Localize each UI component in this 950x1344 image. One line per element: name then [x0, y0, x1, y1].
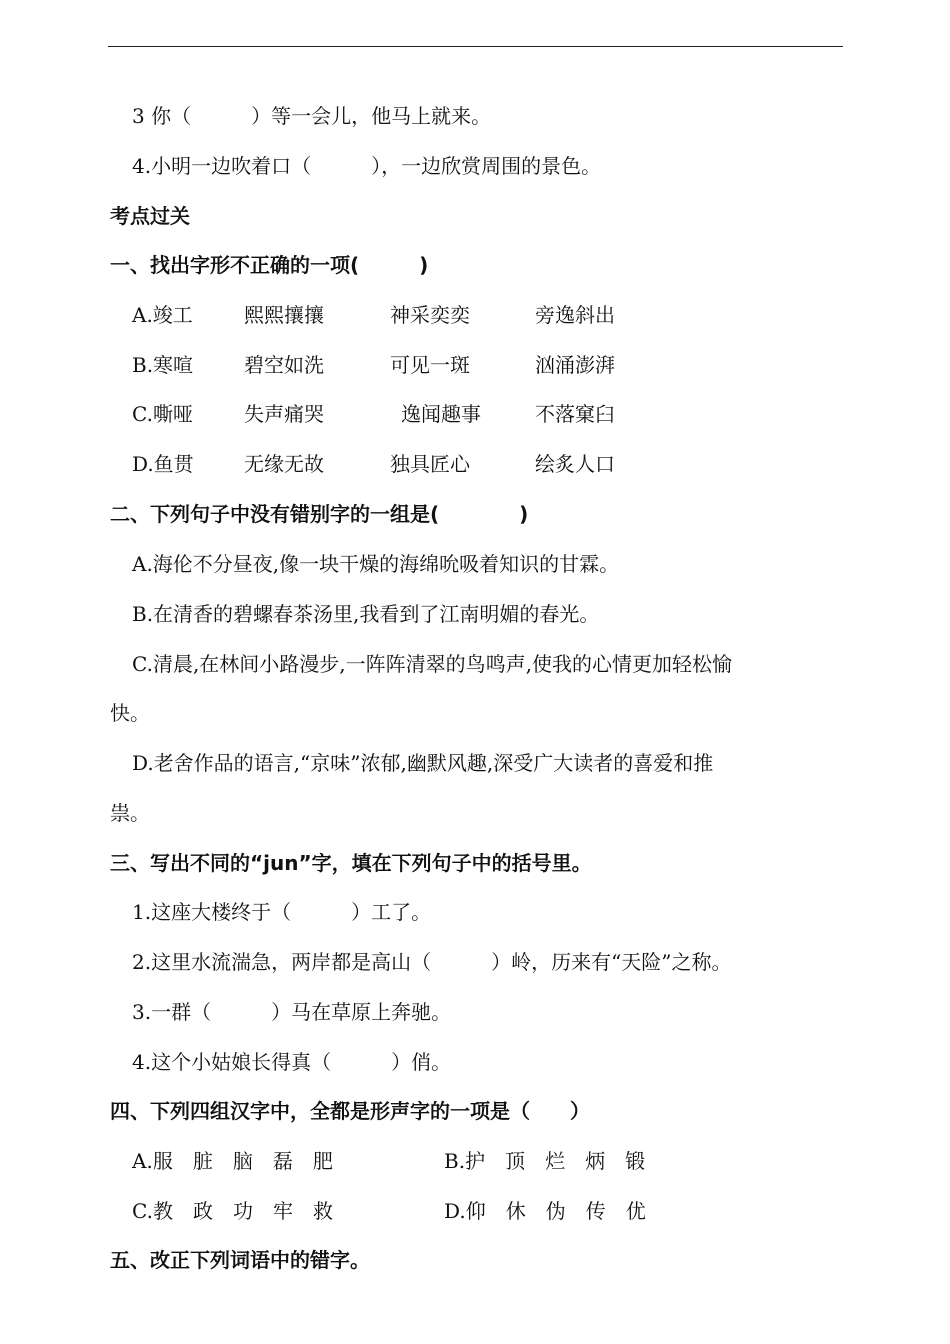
q3-title: 三、写出不同的“jun”字，填在下列句子中的括号里。 — [110, 851, 592, 875]
q4-char: 磊 — [272, 1149, 293, 1173]
q4-option-d — [444, 1197, 646, 1225]
q1-row-b-label: B.寒喧 — [132, 353, 194, 377]
q3-item-3: 3.一群（ ）马在草原上奔驰。 — [132, 1000, 452, 1024]
q1-row-d-c4: 绘炙人口 — [535, 452, 615, 476]
q1-row-c-c4: 不落窠臼 — [535, 402, 615, 426]
q4-char: 炳 — [585, 1149, 606, 1173]
q1-row-b-c3: 可见一斑 — [390, 353, 470, 377]
q4-char: 脏 — [192, 1149, 213, 1173]
q1-row-c-label: C.嘶哑 — [132, 402, 193, 426]
q1-row-a-c4: 旁逸斜出 — [535, 303, 615, 327]
intro-item-4: 4.小明一边吹着口（ ），一边欣赏周围的景色。 — [132, 154, 602, 178]
q5-title: 五、改正下列词语中的错字。 — [110, 1248, 370, 1272]
q4-char: 脑 — [232, 1149, 253, 1173]
q4-char: 服 — [152, 1149, 173, 1173]
q2-option-a: A.海伦不分昼夜,像一块干燥的海绵吮吸着知识的甘霖。 — [132, 552, 620, 576]
q4-option-b-label: B. — [444, 1149, 466, 1173]
q4-char: 锻 — [625, 1149, 646, 1173]
intro-item-3: 3 你（ ）等一会儿，他马上就来。 — [132, 104, 492, 128]
q3-item-1: 1.这座大楼终于（ ）工了。 — [132, 900, 432, 924]
q4-char: 救 — [312, 1199, 333, 1223]
q2-title: 二、下列句子中没有错别字的一组是( ) — [110, 502, 529, 526]
q2-option-d: D.老舍作品的语言,“京味”浓郁,幽默风趣,深受广大读者的喜爱和推 — [132, 751, 714, 775]
q4-char: 护 — [465, 1149, 486, 1173]
q1-row-d-c2: 无缘无故 — [244, 452, 324, 476]
q4-char: 功 — [232, 1199, 253, 1223]
q1-row-c-c3: 逸闻趣事 — [401, 402, 481, 426]
q4-char: 肥 — [312, 1149, 333, 1173]
q1-row-a-c2: 熙熙攘攘 — [244, 303, 324, 327]
q2-option-d-cont: 祟。 — [110, 801, 150, 825]
q4-option-b — [444, 1147, 645, 1175]
q2-option-b: B.在清香的碧螺春茶汤里,我看到了江南明媚的春光。 — [132, 602, 600, 626]
q1-row-d-c3: 独具匠心 — [390, 452, 470, 476]
q1-title: 一、找出字形不正确的一项( ) — [110, 253, 429, 277]
q4-char: 优 — [625, 1199, 646, 1223]
q4-char: 传 — [585, 1199, 606, 1223]
q4-char: 仰 — [465, 1199, 486, 1223]
q4-option-c-label: C. — [132, 1199, 153, 1223]
q1-row-c-c2: 失声痛哭 — [244, 402, 324, 426]
section-title: 考点过关 — [110, 204, 190, 228]
q1-row-b-c4: 汹涌澎湃 — [535, 353, 615, 377]
q1-row-d-label: D.鱼贯 — [132, 452, 194, 476]
q4-char: 烂 — [545, 1149, 566, 1173]
q4-char: 顶 — [505, 1149, 526, 1173]
q4-option-a — [132, 1147, 333, 1175]
q4-title: 四、下列四组汉字中，全都是形声字的一项是（ ） — [110, 1099, 590, 1123]
q2-option-c-cont: 快。 — [110, 701, 150, 725]
q4-option-a-label: A. — [132, 1149, 153, 1173]
q1-row-a-c3: 神采奕奕 — [390, 303, 470, 327]
q3-item-2: 2.这里水流湍急，两岸都是高山（ ）岭，历来有“天险”之称。 — [132, 950, 732, 974]
q4-option-c — [132, 1197, 333, 1225]
q4-char: 休 — [505, 1199, 526, 1223]
header-rule — [108, 46, 843, 47]
q4-char: 伪 — [545, 1199, 566, 1223]
q2-option-c: C.清晨,在林间小路漫步,一阵阵清翠的鸟鸣声,使我的心情更加轻松愉 — [132, 652, 733, 676]
q4-char: 政 — [192, 1199, 213, 1223]
q3-item-4: 4.这个小姑娘长得真（ ）俏。 — [132, 1050, 452, 1074]
q1-row-b-c2: 碧空如洗 — [244, 353, 324, 377]
q1-row-a-label: A.竣工 — [132, 303, 193, 327]
q4-char: 牢 — [272, 1199, 293, 1223]
q4-option-d-label: D. — [444, 1199, 466, 1223]
q4-char: 教 — [152, 1199, 173, 1223]
